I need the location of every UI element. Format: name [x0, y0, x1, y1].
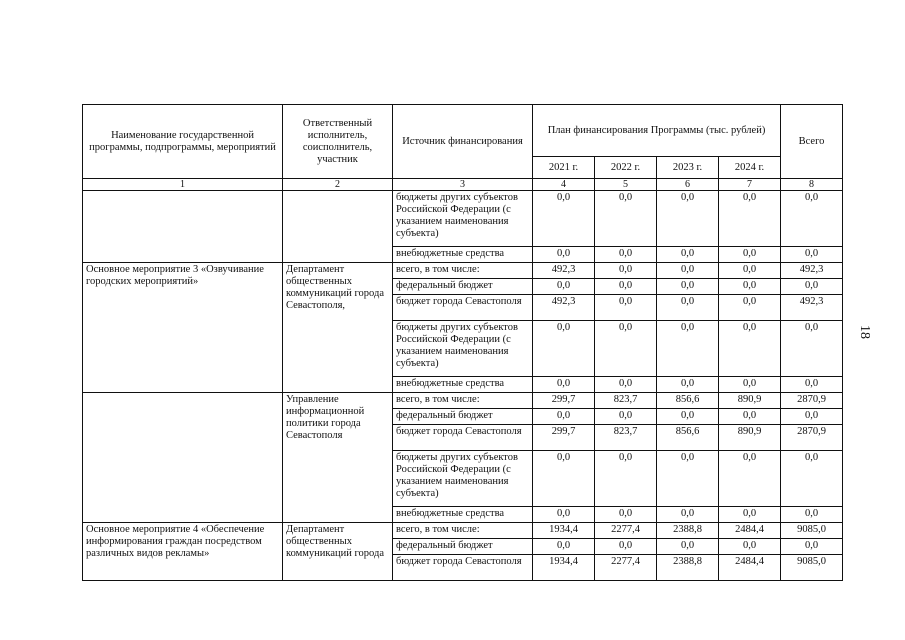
amount-cell: 0,0 — [595, 451, 657, 507]
total-cell: 0,0 — [781, 247, 843, 263]
amount-cell: 0,0 — [595, 295, 657, 321]
funding-source: внебюджетные средства — [393, 377, 533, 393]
amount-cell: 0,0 — [657, 295, 719, 321]
amount-cell: 2388,8 — [657, 555, 719, 581]
total-cell: 0,0 — [781, 279, 843, 295]
amount-cell: 0,0 — [657, 409, 719, 425]
total-cell: 0,0 — [781, 451, 843, 507]
col-index: 7 — [719, 179, 781, 191]
amount-cell: 0,0 — [657, 451, 719, 507]
funding-source: федеральный бюджет — [393, 539, 533, 555]
total-cell: 492,3 — [781, 263, 843, 279]
amount-cell: 299,7 — [533, 393, 595, 409]
amount-cell: 0,0 — [595, 279, 657, 295]
amount-cell: 0,0 — [533, 279, 595, 295]
total-cell: 0,0 — [781, 539, 843, 555]
amount-cell: 0,0 — [719, 295, 781, 321]
col-index: 2 — [283, 179, 393, 191]
table-row — [83, 393, 843, 409]
total-cell: 0,0 — [781, 377, 843, 393]
total-cell: 9085,0 — [781, 523, 843, 539]
measure-name: Основное мероприятие 4 «Обеспечение информирования граждан посредством различных видов рекламы» — [83, 523, 283, 581]
col-index: 1 — [83, 179, 283, 191]
funding-source: федеральный бюджет — [393, 409, 533, 425]
amount-cell: 0,0 — [719, 409, 781, 425]
funding-source: всего, в том числе: — [393, 263, 533, 279]
amount-cell: 0,0 — [719, 377, 781, 393]
amount-cell: 2484,4 — [719, 555, 781, 581]
header-year-2021: 2021 г. — [533, 157, 595, 179]
funding-source: федеральный бюджет — [393, 279, 533, 295]
col-index: 5 — [595, 179, 657, 191]
amount-cell: 0,0 — [595, 321, 657, 377]
funding-source: бюджет города Севастополя — [393, 295, 533, 321]
table-body — [83, 191, 843, 581]
amount-cell: 2484,4 — [719, 523, 781, 539]
amount-cell: 856,6 — [657, 425, 719, 451]
amount-cell: 823,7 — [595, 425, 657, 451]
amount-cell: 0,0 — [719, 451, 781, 507]
financing-table — [82, 104, 843, 581]
amount-cell: 890,9 — [719, 393, 781, 409]
total-cell: 0,0 — [781, 507, 843, 523]
funding-source: всего, в том числе: — [393, 393, 533, 409]
header-year-2022: 2022 г. — [595, 157, 657, 179]
total-cell: 2870,9 — [781, 425, 843, 451]
amount-cell: 0,0 — [657, 247, 719, 263]
amount-cell: 0,0 — [719, 539, 781, 555]
amount-cell: 0,0 — [657, 507, 719, 523]
funding-source: бюджеты других субъектов Российской Федерации (с указанием наименования субъекта) — [393, 321, 533, 377]
amount-cell: 0,0 — [533, 409, 595, 425]
amount-cell: 0,0 — [533, 451, 595, 507]
amount-cell: 0,0 — [595, 263, 657, 279]
table-row — [83, 523, 843, 539]
table-row — [83, 263, 843, 279]
page-number: 18 — [857, 325, 872, 339]
amount-cell: 492,3 — [533, 263, 595, 279]
amount-cell: 0,0 — [595, 191, 657, 247]
funding-source: внебюджетные средства — [393, 247, 533, 263]
measure-name — [83, 393, 283, 523]
amount-cell: 0,0 — [595, 539, 657, 555]
total-cell: 492,3 — [781, 295, 843, 321]
amount-cell: 0,0 — [595, 377, 657, 393]
total-cell: 0,0 — [781, 191, 843, 247]
amount-cell: 0,0 — [533, 377, 595, 393]
total-cell: 9085,0 — [781, 555, 843, 581]
amount-cell: 0,0 — [719, 191, 781, 247]
col-index: 4 — [533, 179, 595, 191]
funding-source: бюджеты других субъектов Российской Федерации (с указанием наименования субъекта) — [393, 451, 533, 507]
amount-cell: 0,0 — [657, 321, 719, 377]
funding-source: всего, в том числе: — [393, 523, 533, 539]
amount-cell: 0,0 — [533, 507, 595, 523]
amount-cell: 890,9 — [719, 425, 781, 451]
amount-cell: 2277,4 — [595, 523, 657, 539]
funding-source: бюджет города Севастополя — [393, 425, 533, 451]
amount-cell: 0,0 — [657, 539, 719, 555]
amount-cell: 0,0 — [719, 507, 781, 523]
amount-cell: 0,0 — [719, 247, 781, 263]
amount-cell: 0,0 — [719, 279, 781, 295]
executor: Департамент общественных коммуникаций города Севастополя, — [283, 263, 393, 393]
amount-cell: 0,0 — [595, 247, 657, 263]
funding-source: внебюджетные средства — [393, 507, 533, 523]
col-index: 8 — [781, 179, 843, 191]
amount-cell: 0,0 — [595, 507, 657, 523]
header-source: Источник финансирования — [393, 105, 533, 179]
amount-cell: 1934,4 — [533, 523, 595, 539]
header-year-2024: 2024 г. — [719, 157, 781, 179]
total-cell: 2870,9 — [781, 393, 843, 409]
col-index: 6 — [657, 179, 719, 191]
amount-cell: 0,0 — [533, 247, 595, 263]
total-cell: 0,0 — [781, 321, 843, 377]
header-plan: План финансирования Программы (тыс. рублей) — [533, 105, 781, 157]
header-total: Всего — [781, 105, 843, 179]
header-executor: Ответственный исполнитель, соисполнитель, участник — [283, 105, 393, 179]
amount-cell: 492,3 — [533, 295, 595, 321]
col-index: 3 — [393, 179, 533, 191]
amount-cell: 856,6 — [657, 393, 719, 409]
executor — [283, 191, 393, 263]
funding-source: бюджеты других субъектов Российской Федерации (с указанием наименования субъекта) — [393, 191, 533, 247]
amount-cell: 0,0 — [533, 539, 595, 555]
table-row — [83, 191, 843, 247]
amount-cell: 2277,4 — [595, 555, 657, 581]
amount-cell: 0,0 — [657, 263, 719, 279]
executor: Департамент общественных коммуникаций города — [283, 523, 393, 581]
amount-cell: 823,7 — [595, 393, 657, 409]
amount-cell: 0,0 — [657, 191, 719, 247]
total-cell: 0,0 — [781, 409, 843, 425]
amount-cell: 2388,8 — [657, 523, 719, 539]
amount-cell: 0,0 — [657, 377, 719, 393]
amount-cell: 0,0 — [533, 191, 595, 247]
amount-cell: 0,0 — [719, 321, 781, 377]
amount-cell: 299,7 — [533, 425, 595, 451]
amount-cell: 0,0 — [595, 409, 657, 425]
amount-cell: 0,0 — [719, 263, 781, 279]
amount-cell: 0,0 — [533, 321, 595, 377]
header-name: Наименование государственной программы, подпрограммы, мероприятий — [83, 105, 283, 179]
amount-cell: 0,0 — [657, 279, 719, 295]
measure-name — [83, 191, 283, 263]
funding-source: бюджет города Севастополя — [393, 555, 533, 581]
executor: Управление информационной политики города Севастополя — [283, 393, 393, 523]
amount-cell: 1934,4 — [533, 555, 595, 581]
header-year-2023: 2023 г. — [657, 157, 719, 179]
measure-name: Основное мероприятие 3 «Озвучивание городских мероприятий» — [83, 263, 283, 393]
